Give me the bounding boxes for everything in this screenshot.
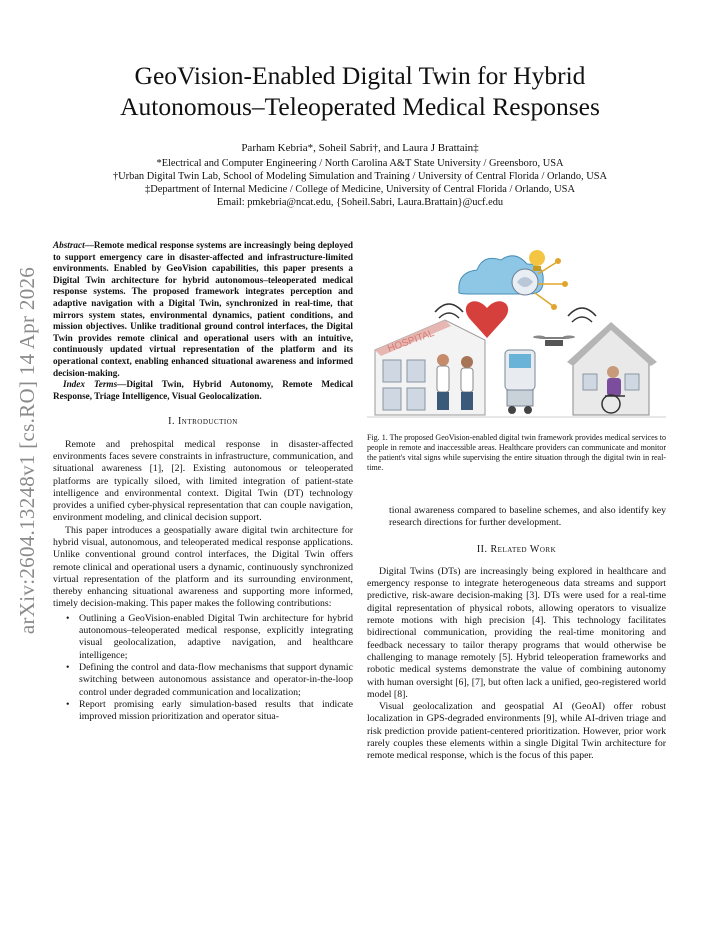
right-body: [367, 505, 666, 763]
arxiv-identifier: [8, 250, 48, 650]
author-email: Email: pmkebria@ncat.edu, {Soheil.Sabri, Laura.Brattain}@ucf.edu: [216, 197, 504, 208]
abstract: [53, 240, 353, 379]
contribution-item: • Report promising early simulation-based results that indicate improved mission prioritization and operator situa-: [53, 699, 353, 724]
contribution-item: • Outlining a GeoVision-enabled Digital Twin architecture for hybrid autonomous–teleoperated medical response, explicitly integrating visual geolocalization, adaptive navigation, and healthcare intelligence;: [53, 613, 353, 662]
digital-twin-illustration: [367, 240, 666, 425]
related-paragraph-1: Digital Twins (DTs) are increasingly being explored in healthcare and emergency response to integrate heterogeneous data streams and support predictive, risk-aware decision-making [3]. DTs were used for a real-time digital representation of physical robots, allowing operators to visualize remote motions with high precision [4]. This technology facilitates bidirectional communication, providing the real-time monitoring and feedback necessary to tailor therapy programs that would otherwise be challenging to manage remotely [5]. Hybrid teleoperation frameworks and robotic medical systems demonstrate the value of combining autonomy with human oversight [6], [7], but often lack a unified, geo-registered world model [8].: [367, 565, 666, 700]
paper-title: GeoVision-Enabled Digital Twin for Hybrid Autonomous–Teleoperated Medical Responses: [120, 61, 600, 121]
index-terms-label: Index Terms: [63, 379, 118, 390]
section-heading-introduction: I. Introduction: [168, 416, 238, 428]
contribution-continuation: tional awareness compared to baseline schemes, and also identify key research directions for further development.: [389, 505, 666, 529]
affiliation-2: †Urban Digital Twin Lab, School of Modeling Simulation and Training / University of Central Florida / Orlando, USA: [112, 171, 608, 182]
arxiv-id-text: arXiv:2604.13248v1 [cs.RO] 14 Apr 2026: [15, 266, 40, 634]
wifi-signal-icon: [435, 304, 596, 322]
abstract-text: —Remote medical response systems are increasingly being deployed to support emergency care in disaster-affected and infrastructure-limited environments. Enabled by GeoVision capabilities, this paper presents a Digital Twin architecture for hybrid autonomous–teleoperated medical response systems. The proposed framework integrates perception and adaptive navigation with a Digital Twin, synchronized in real-time, that mirrors system states, environmental dynamics, patient conditions, and mission objectives. Unlike traditional ground control interfaces, the Digital Twin provides remote clinical and operational users with an intuitive, continuously updated virtual representation of the platform and its operational context, enabling enhanced situational awareness and informed decision-making.: [53, 240, 353, 378]
drone-icon: [533, 336, 575, 347]
hospital-sign-text: HOSPITAL: [386, 327, 436, 355]
index-terms-text: —Digital Twin, Hybrid Autonomy, Remote Medical Response, Triage Intelligence, Visual Geolocalization.: [53, 379, 353, 401]
index-terms: [53, 379, 353, 402]
heart-icon: [466, 301, 508, 338]
author-block: [60, 142, 660, 209]
intro-paragraph-1: Remote and prehospital medical response in disaster-affected environments faces severe constraints in infrastructure, communication, and situational awareness [1], [2]. Existing autonomous or teleoperated platforms are typically siloed, with limited integration of patient-state intelligence and environmental context. Digital Twin (DT) technology provides a unified cyber-physical representation that can couple navigation, environment modeling, and clinical decision support.: [53, 438, 353, 524]
medical-robot: [505, 350, 535, 414]
contribution-list: [53, 613, 353, 724]
section-heading-related-work: II. Related Work: [476, 543, 557, 555]
figure-1-illustration: [367, 240, 666, 425]
intro-paragraph-2: This paper introduces a geospatially aware digital twin architecture for hybrid visual, autonomous, and teleoperated medical response applications. Unlike conventional ground control interfaces, the Digital Twin offers remote clinical and operational users a dynamic, continuously synchronized virtual representation of the platform and its surrounding environment, thereby enhancing situational awareness and supporting more informed, timely decision-making. This paper makes the following contributions:: [53, 524, 353, 610]
related-paragraph-2: Visual geolocalization and geospatial AI (GeoAI) offer robust localization in GPS-degraded environments [9], while AI-driven triage and risk prediction provide patient-centered prioritization. However, prior work rarely couples these elements within a single Digital Twin architecture for remote medical response, which is the focus of this paper.: [367, 701, 666, 762]
right-column: [367, 238, 666, 763]
left-column: [53, 240, 353, 723]
figure-1-caption: Fig. 1. The proposed GeoVision-enabled digital twin framework provides medical services to people in remote and inaccessible areas. Healthcare providers can communicate and monitor the patient's vital signs while supervising the entire situation through the digital twin in real-time.: [367, 433, 666, 472]
abstract-label: Abstract: [53, 240, 85, 250]
affiliation-1: *Electrical and Computer Engineering / North Carolina A&T State University / Greensboro, USA: [156, 158, 564, 169]
author-names: Parham Kebria*, Soheil Sabri†, and Laura J Brattain‡: [241, 142, 479, 154]
affiliation-3: ‡Department of Internal Medicine / College of Medicine, University of Central Florida / Orlando, USA: [145, 184, 575, 195]
contribution-item: • Defining the control and data-flow mechanisms that support dynamic switching between autonomous assistance and operator-in-the-loop control under degraded communication and localization;: [53, 662, 353, 699]
